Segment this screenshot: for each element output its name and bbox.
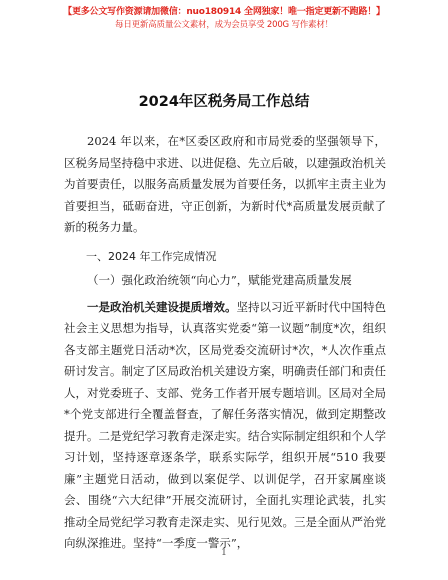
- body-paragraph: [64, 297, 386, 555]
- header-banner: [0, 6, 448, 31]
- intro-paragraph: 2024 年以来，在*区委区政府和市局党委的坚强领导下，区税务局坚持稳中求进、以进促稳、先立后破，以建强政治机关为首要责任，以服务高质量发展为首要任务，以抓牢主责主业为首要担当，砥砺奋进，守正创新，为新时代*高质量发展贡献了新的税务力量。: [64, 134, 386, 234]
- page-number: 1: [221, 548, 227, 558]
- document-title: 2024年区税务局工作总结: [138, 94, 310, 110]
- section-heading: 一、2024 年工作完成情况: [86, 249, 217, 263]
- subsection-heading: （一）强化政治统领“向心力”，赋能党建高质量发展: [87, 273, 352, 287]
- banner-line-1: 【更多公文写作资源请加微信：nuo180914 全网独家！唯一指定更新不跑路！】: [63, 7, 385, 17]
- banner-line-2: 每日更新高质量公文素材，成为会员享受 200G 写作素材！: [115, 20, 333, 30]
- paragraph-text: 坚持以习近平新时代中国特色社会主义思想为指导，认真落实党委“第一议题”制度*次，组织各支部主题党日活动*次，区局党委交流研讨*次，*人次作重点研讨发言。制定了区局政治机关建设方案，明确责任部门和责任人，对党委班子、支部、党务工作者开展专题培训。区局对全局*个党支部进行全覆盖督查，了解任务落实情况，做到定期整改提升。二是党纪学习教育走深走实。结合实际制定组织和个人学习计划，坚持逐章逐条学，联系实际学，组织开展“510 我要廉”主题党日活动，做到以案促学、以训促学，召开家属座谈会、围绕“六大纪律”开展交流研讨，全面扎实理论武装，扎实推动全局党纪学习教育走深走实、见行见效。三是全面从严治党向纵深推进。坚持“一季度一警示”，: [64, 299, 386, 550]
- document-body: [64, 131, 386, 555]
- paragraph-lead: 一是政治机关建设提质增效。: [87, 299, 237, 314]
